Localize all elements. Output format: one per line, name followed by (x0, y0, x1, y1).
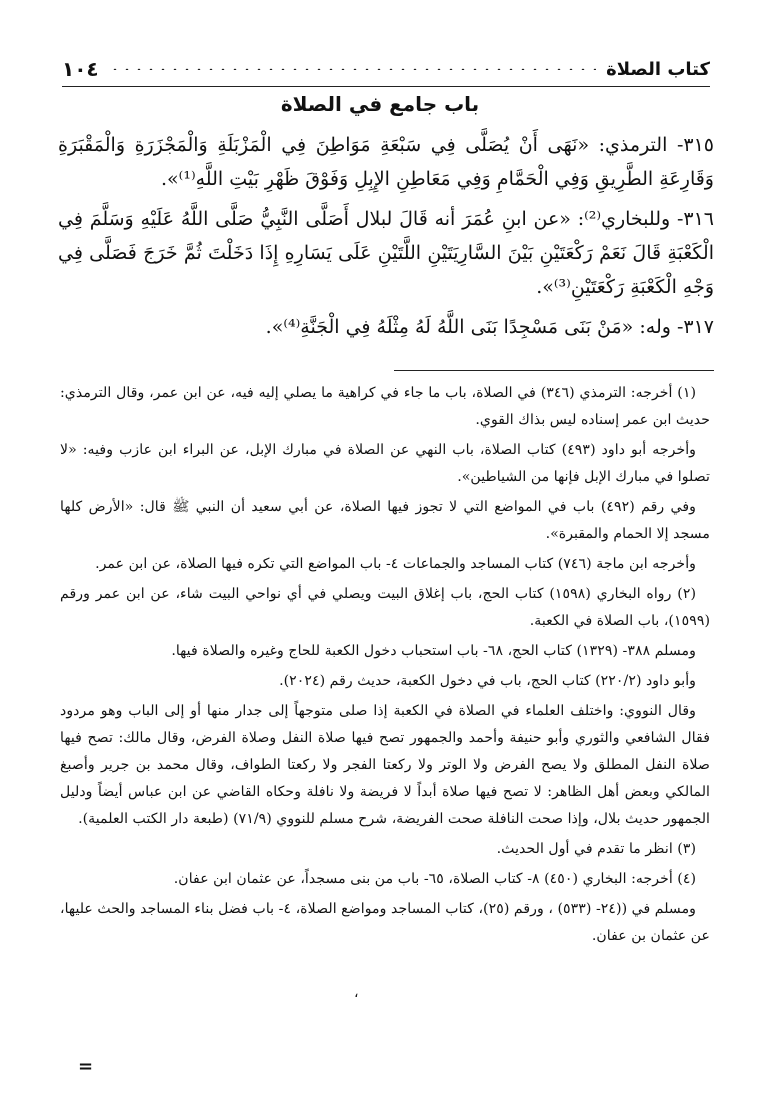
footnote-3: (٣) انظر ما تقدم في أول الحديث. (496, 841, 696, 857)
running-title: كتاب الصلاة (606, 58, 710, 80)
chapter-heading: باب جامع في الصلاة (280, 92, 480, 116)
footnote-4: (٤) أخرجه: البخاري (٤٥٠) ٨- كتاب الصلاة، ٦٥- باب من بنى مسجداً، عن عثمان ابن عفان. (173, 871, 696, 887)
footnotes (60, 380, 710, 953)
footnote-2-muslim: ومسلم ٣٨٨- (١٣٢٩) كتاب الحج، ٦٨- باب استحباب دخول الكعبة للحاج وغيره والصلاة فيها. (171, 643, 696, 659)
footnote-1-abu-dawud: وأخرجه أبو داود (٤٩٣) كتاب الصلاة، باب النهي عن الصلاة في مبارك الإبل، عن البراء ابن عازب وفيه: «لا تصلوا في مبارك الإبل فإنها من الشياطين». (60, 442, 710, 485)
hadith-316: ٣١٦- وللبخاري⁽²⁾: «عن ابنِ عُمَرَ أنه قَالَ لبلال أَصَلَّى النَّبِيُّ صَلَّى اللَّهُ عَلَيْهِ وَسَلَّمَ فِي الْكَعْبَةِ قَالَ نَعَمْ رَكْعَتَيْنِ بَيْنَ السَّارِيَتَيْنِ اللَّتَيْنِ عَلَى يَسَارِهِ إِذَا دَخَلْتَ ثُمَّ خَرَجَ فَصَلَّى فِي وَجْهِ الْكَعْبَةِ رَكْعَتَيْنِ⁽³⁾». (58, 208, 714, 298)
hadith-315: ٣١٥- الترمذي: «نَهَى أَنْ يُصَلَّى فِي سَبْعَةِ مَوَاطِنَ فِي الْمَزْبَلَةِ وَالْمَجْزَرَةِ وَالْمَقْبَرَةِ وَقَارِعَةِ الطَّرِيقِ وَفِي الْحَمَّامِ وَفِي مَعَاطِنِ الإِبِلِ وَفَوْقَ ظَهْرِ بَيْتِ اللَّهِ⁽¹⁾». (58, 134, 714, 190)
footnote-1: (١) أخرجه: الترمذي (٣٤٦) في الصلاة، باب ما جاء في كراهية ما يصلي إليه فيه، عن ابن عمر، وقال الترمذي: حديث ابن عمر إسناده ليس بذاك القوي. (60, 385, 710, 428)
footnote-1-ibn-majah: وأخرجه ابن ماجة (٧٤٦) كتاب المساجد والجماعات ٤- باب المواضع التي تكره فيها الصلاة، عن ابن عمر. (95, 556, 696, 572)
footnote-2-abu-dawud: وأبو داود (٢٢٠/٢) كتاب الحج، باب في دخول الكعبة، حديث رقم (٢٠٢٤). (279, 673, 696, 689)
page-header (62, 52, 710, 87)
stray-comma-mark: ، (354, 985, 359, 1001)
footnote-1-abu-said: وفي رقم (٤٩٢) باب في المواضع التي لا تجوز فيها الصلاة، عن أبي سعيد أن النبي ﷺ قال: «الأرض كلها مسجد إلا الحمام والمقبرة». (60, 499, 710, 542)
continuation-mark: = (78, 1056, 94, 1077)
page-number: ١٠٤ (62, 57, 99, 81)
hadith-317: ٣١٧- وله: «مَنْ بَنَى مَسْجِدًا بَنَى اللَّهُ لَهُ مِثْلَهُ فِي الْجَنَّةِ⁽⁴⁾». (265, 316, 714, 338)
footnote-2: (٢) رواه البخاري (١٥٩٨) كتاب الحج، باب إغلاق البيت ويصلي في أي نواحي البيت شاء، عن ابن عمر ورقم (١٥٩٩)، باب الصلاة في الكعبة. (60, 586, 710, 629)
hadith-block (58, 128, 714, 350)
footnote-4-muslim: ومسلم في ((٢٤- (٥٣٣) ، ورقم (٢٥)، كتاب المساجد ومواضع الصلاة، ٤- باب فضل بناء المساجد والحث عليها، عن عثمان بن عفان. (60, 901, 710, 944)
footnote-divider (394, 370, 714, 371)
dotted-leader (109, 68, 596, 70)
footnote-2-nawawi: وقال النووي: واختلف العلماء في الصلاة في الكعبة إذا صلى متوجهاً إلى جدار منها أو إلى الباب وهو مردود فقال الشافعي والثوري وأبو حنيفة وأحمد والجمهور تصح فيها صلاة النفل وصلاة الفرض، وقال مالك: تصح فيها صلاة النفل المطلق ولا يصح الفرض ولا الوتر ولا ركعتا الفجر ولا ركعتا الطواف، وقال محمد بن جرير وأصبغ المالكي وبعض أهل الظاهر: لا تصح فيها صلاة أبداً لا فريضة ولا نافلة وحكاه القاضي عن ابن عباس أيضاً ودليل الجمهور حديث بلال، وإذا صحت النافلة صحت الفريضة، شرح مسلم للنووي (٧١/٩) (طبعة دار الكتب العلمية). (60, 703, 710, 827)
